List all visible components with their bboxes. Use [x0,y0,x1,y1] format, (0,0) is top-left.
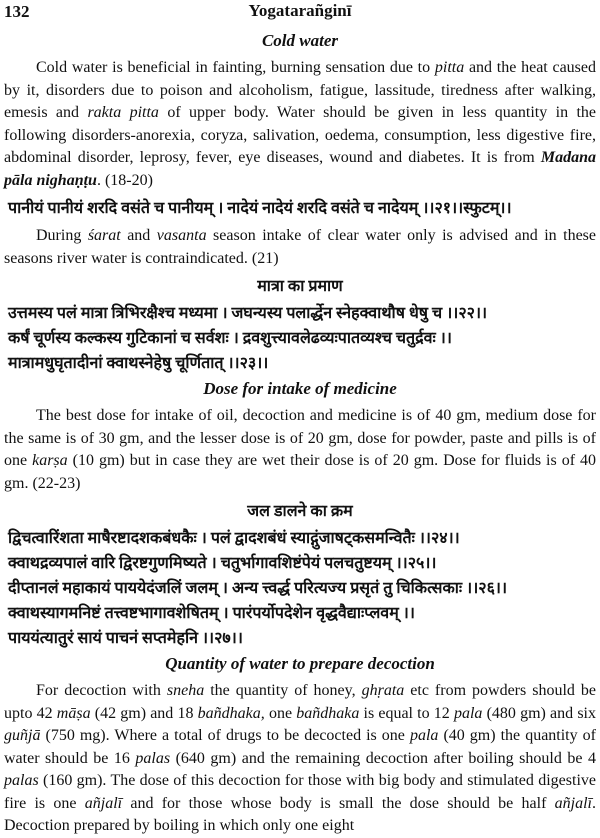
emphasis-text: palas [135,749,171,767]
decoction-paragraph [0,680,600,838]
section-heading-decoction: Quantity of water to prepare decoction [165,654,435,673]
emphasis-text: pala [409,727,439,744]
dose-paragraph [0,405,600,495]
running-title: Yogatarañginī [248,1,352,20]
emphasis-text: añjalī [554,794,592,812]
emphasis-text: añjalī [84,794,123,812]
text-run: season intake of clear water only is advised and in these seasons river water is contraindicated. (21) [4,227,596,267]
text-run: . (18-20) [96,171,153,189]
hindi-heading-dose: मात्रा का प्रमाण [257,278,343,295]
emphasis-text: palas [4,772,39,789]
sanskrit-verse: उत्तमस्य पलं मात्रा त्रिभिरक्षैश्च मध्यमा । जघन्यस्य पलार्द्धेन स्नेहक्वाथौष धेषु च ।।२२।। [8,305,488,322]
text-run: During [36,227,88,244]
text-run: Cold water is beneficial in fainting, burning sensation due to [36,59,435,76]
emphasis-text: pala [453,704,483,722]
emphasis-text: karṣa [32,452,68,469]
text-run: and the heat caused by it, disorders due to poison and alcoholism, fatigue, lassitude, tiredness after walking, emesis and [4,59,597,121]
text-run: (10 gm) but in case they are wet their dose is of 20 gm. Dose for fluids is of 40 gm. (22-23) [4,452,597,492]
text-run: The best dose for intake of oil, decoction and medicine is of 40 gm, medium dose for the same is of 30 gm, and the lesser dose is of 20 gm, dose for powder, paste and pills is of one [4,407,596,469]
emphasis-text: ghṛata [361,682,405,699]
sanskrit-verse: दीप्तानलं महाकायं पाययेदंजलिं जलम् । अन्य त्त्वर्द्ध परित्यज्य प्रसृतं तु चिकित्सकाः ।।२६।। [8,580,508,597]
text-run: (640 gm) and the remaining decoction after boiling should be 4 [170,749,596,767]
emphasis-text: māṣa [56,704,91,722]
emphasis-text: rakta pitta [87,104,159,121]
text-run: . Decoction prepared by boiling in which only one eight [4,794,596,834]
text-run: the quantity of honey, [204,682,362,699]
text-run: is equal to 12 [359,704,454,722]
sanskrit-verse: क्वाथस्यागमनिष्टं तत्त्वष्टभागावशेषितम् । पारंपर्योपदेशेन वृद्धवैद्याःप्लवम् ।। [8,605,415,622]
sanskrit-verse: द्विचत्वारिंशता माषैरष्टादशकबंधकैः । पलं द्वादशबंधं स्याद्गुंजाषट्कसमन्वितैः ।।२४।। [8,530,460,547]
emphasis-text: sneha [166,682,205,699]
text-run: and for those whose body is small the dose should be half [122,794,555,812]
emphasis-text: bañdhaka [296,704,360,722]
page-body [0,28,600,838]
sanskrit-verse: पाययंत्यातुरं सायं पाचनं सप्तमेहनि ।।२७।। [8,630,243,647]
emphasis-text: guñjā [4,727,41,744]
text-run: For decoction with [36,682,167,699]
text-run: and [120,227,157,244]
text-run: one [264,704,297,722]
emphasis-text: śarat [87,227,121,244]
text-run: (42 gm) and 18 [90,704,198,722]
sanskrit-verse: पानीयं पानीयं शरदि वसंते च पानीयम् । नादेयं नादेयं शरदि वसंते च नादेयम् ।।२१।।स्फुटम्।। [8,200,512,217]
text-run: (160 gm). The dose of this decoction for those with big body and stimulated digestive fire is one [4,772,596,812]
emphasis-text: pitta [434,59,465,76]
hindi-heading-water-order: जल डालने का क्रम [247,503,353,520]
text-run: (40 gm) the quantity of water should be 16 [4,727,596,767]
section-heading-dose: Dose for intake of medicine [203,379,397,398]
emphasis-text: vasanta [156,227,207,244]
sanskrit-verse: क्वाथद्रव्यपालं वारि द्विरष्टगुणमिष्यते । चतुर्भागावशिष्टंपेयं पलचतुष्टयम् ।।२५।। [8,555,437,572]
text-run: (750 mg). Where a total of drugs to be decocted is one [40,727,410,744]
emphasis-text: Madana pāla nighaṇṭu [4,149,596,189]
page-header [0,0,600,24]
section-heading-cold-water: Cold water [261,31,339,50]
sanskrit-verse: मात्रामधुघृतादीनां क्वाथस्नेहेषु चूर्णितात् ।।२३।। [8,355,269,372]
page-number: 132 [4,2,30,21]
sanskrit-verse: कर्षं चूर्णस्य कल्कस्य गुटिकानां च सर्वशः । द्रवशुत्त्यावलेढव्यःपातव्यश्च चतुर्द्रवः ।। [8,330,452,347]
emphasis-text: bañdhaka, [197,704,265,722]
text-run: (480 gm) and six [482,704,596,722]
seasons-paragraph [0,225,600,270]
cold-water-paragraph [0,57,600,192]
text-run: of upper body. Water should be given in less quantity in the following disorders-anorexia, coryza, salivation, oedema, consumption, less digestive fire, abdominal disorder, leprosy, fever, eye diseases, wound and diabetes. It is from [4,104,597,166]
text-run: etc from powders should be upto 42 [4,682,597,722]
